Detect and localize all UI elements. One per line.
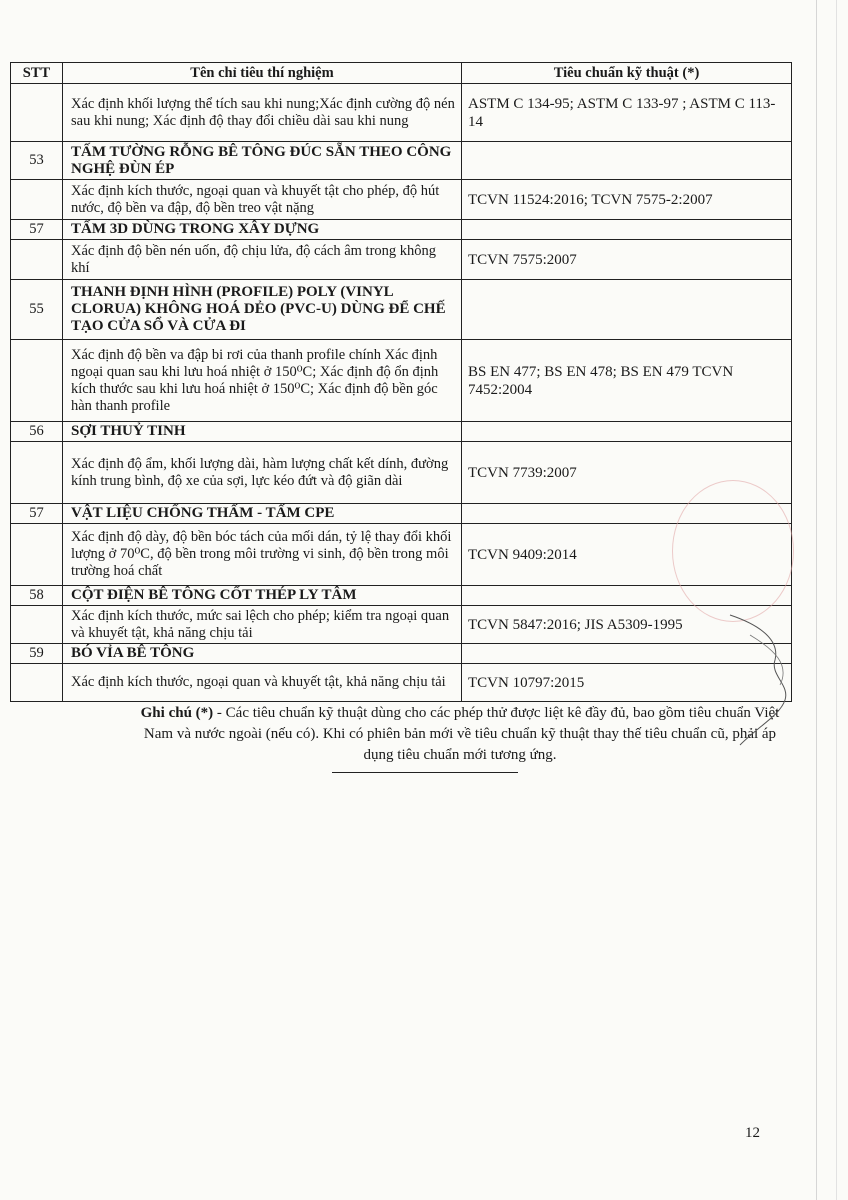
red-seal — [672, 480, 794, 622]
row-standard — [462, 220, 792, 240]
footnote — [140, 703, 780, 766]
row-stt — [11, 84, 63, 142]
scan-edge-line — [836, 0, 837, 1200]
header-stt: STT — [11, 63, 63, 84]
group-row — [11, 644, 792, 664]
detail-row — [11, 180, 792, 220]
row-standard: TCVN 5847:2016; JIS A5309-1995 — [462, 606, 792, 644]
row-test-name: TẤM 3D DÙNG TRONG XÂY DỰNG — [63, 220, 462, 240]
row-stt: 55 — [11, 280, 63, 340]
row-test-name: Xác định kích thước, mức sai lệch cho phép; kiểm tra ngoại quan và khuyết tật, khả năng chịu tải — [63, 606, 462, 644]
row-test-name: CỘT ĐIỆN BÊ TÔNG CỐT THÉP LY TÂM — [63, 586, 462, 606]
row-test-name: TẤM TƯỜNG RỖNG BÊ TÔNG ĐÚC SẴN THEO CÔNG NGHỆ ĐÙN ÉP — [63, 142, 462, 180]
group-row — [11, 220, 792, 240]
row-standard — [462, 142, 792, 180]
row-stt — [11, 606, 63, 644]
detail-row — [11, 240, 792, 280]
row-standard — [462, 280, 792, 340]
row-stt: 58 — [11, 586, 63, 606]
row-standard: TCVN 10797:2015 — [462, 664, 792, 702]
row-stt: 56 — [11, 422, 63, 442]
row-test-name: BÓ VỈA BÊ TÔNG — [63, 644, 462, 664]
row-test-name: SỢI THUỶ TINH — [63, 422, 462, 442]
row-test-name: Xác định độ ẩm, khối lượng dài, hàm lượng chất kết dính, đường kính trung bình, độ xe của sợi, lực kéo đứt và độ giãn dài — [63, 442, 462, 504]
row-test-name: Xác định kích thước, ngoại quan và khuyết tật cho phép, độ hút nước, độ bền va đập, độ bền treo vật nặng — [63, 180, 462, 220]
row-standard: TCVN 11524:2016; TCVN 7575-2:2007 — [462, 180, 792, 220]
header-standard: Tiêu chuẩn kỹ thuật (*) — [462, 63, 792, 84]
group-row — [11, 422, 792, 442]
row-test-name: Xác định kích thước, ngoại quan và khuyết tật, khả năng chịu tải — [63, 664, 462, 702]
row-stt: 53 — [11, 142, 63, 180]
footnote-text: - Các tiêu chuẩn kỹ thuật dùng cho các phép thử được liệt kê đầy đủ, bao gồm tiêu chuẩn Việt Nam và nước ngoài (nếu có). Khi có phiên bản mới về tiêu chuẩn kỹ thuật thay thế tiêu chuẩn cũ, phải áp dụng tiêu chuẩn mới tương ứng. — [143, 705, 780, 763]
row-standard: TCVN 7575:2007 — [462, 240, 792, 280]
row-test-name: Xác định khối lượng thể tích sau khi nung;Xác định cường độ nén sau khi nung; Xác định độ thay đổi chiều dài sau khi nung — [63, 84, 462, 142]
row-test-name: Xác định độ bền va đập bi rơi của thanh profile chính Xác định ngoại quan sau khi lưu hoá nhiệt ở 150⁰C; Xác định độ ổn định kích thước sau khi lưu hoá nhiệt ở 150⁰C; Xác định độ bền góc hàn thanh profile — [63, 340, 462, 422]
row-stt — [11, 664, 63, 702]
row-stt — [11, 240, 63, 280]
scan-edge-line — [816, 0, 817, 1200]
group-row — [11, 280, 792, 340]
row-standard: BS EN 477; BS EN 478; BS EN 479 TCVN 7452:2004 — [462, 340, 792, 422]
group-row — [11, 142, 792, 180]
row-standard: TCVN 7739:2007 — [462, 442, 792, 504]
row-test-name: Xác định độ dày, độ bền bóc tách của mối dán, tỷ lệ thay đổi khối lượng ở 70⁰C, độ bền trong môi trường vi sinh, độ bền trong môi trường hoá chất — [63, 524, 462, 586]
row-stt — [11, 442, 63, 504]
row-stt: 59 — [11, 644, 63, 664]
detail-row — [11, 340, 792, 422]
row-test-name: VẬT LIỆU CHỐNG THẤM - TẤM CPE — [63, 504, 462, 524]
detail-row — [11, 606, 792, 644]
signature — [720, 605, 800, 755]
detail-row — [11, 664, 792, 702]
row-standard: ASTM C 134-95; ASTM C 133-97 ; ASTM C 113-14 — [462, 84, 792, 142]
header-test-name: Tên chỉ tiêu thí nghiệm — [63, 63, 462, 84]
footnote-label: Ghi chú (*) — [140, 705, 214, 721]
page-number: 12 — [745, 1125, 760, 1141]
group-row — [11, 586, 792, 606]
row-standard — [462, 422, 792, 442]
row-stt: 57 — [11, 220, 63, 240]
standards-table — [10, 62, 792, 702]
row-test-name: THANH ĐỊNH HÌNH (PROFILE) POLY (VINYL CLORUA) KHÔNG HOÁ DẺO (PVC-U) DÙNG ĐỂ CHẾ TẠO CỬA SỔ VÀ CỬA ĐI — [63, 280, 462, 340]
footnote-rule — [332, 772, 518, 773]
row-standard: TCVN 9409:2014 — [462, 524, 792, 586]
row-test-name: Xác định độ bền nén uốn, độ chịu lửa, độ cách âm trong không khí — [63, 240, 462, 280]
row-stt — [11, 340, 63, 422]
group-row — [11, 504, 792, 524]
row-stt: 57 — [11, 504, 63, 524]
row-stt — [11, 524, 63, 586]
detail-row — [11, 442, 792, 504]
table-header-row — [11, 63, 792, 84]
detail-row — [11, 84, 792, 142]
row-stt — [11, 180, 63, 220]
